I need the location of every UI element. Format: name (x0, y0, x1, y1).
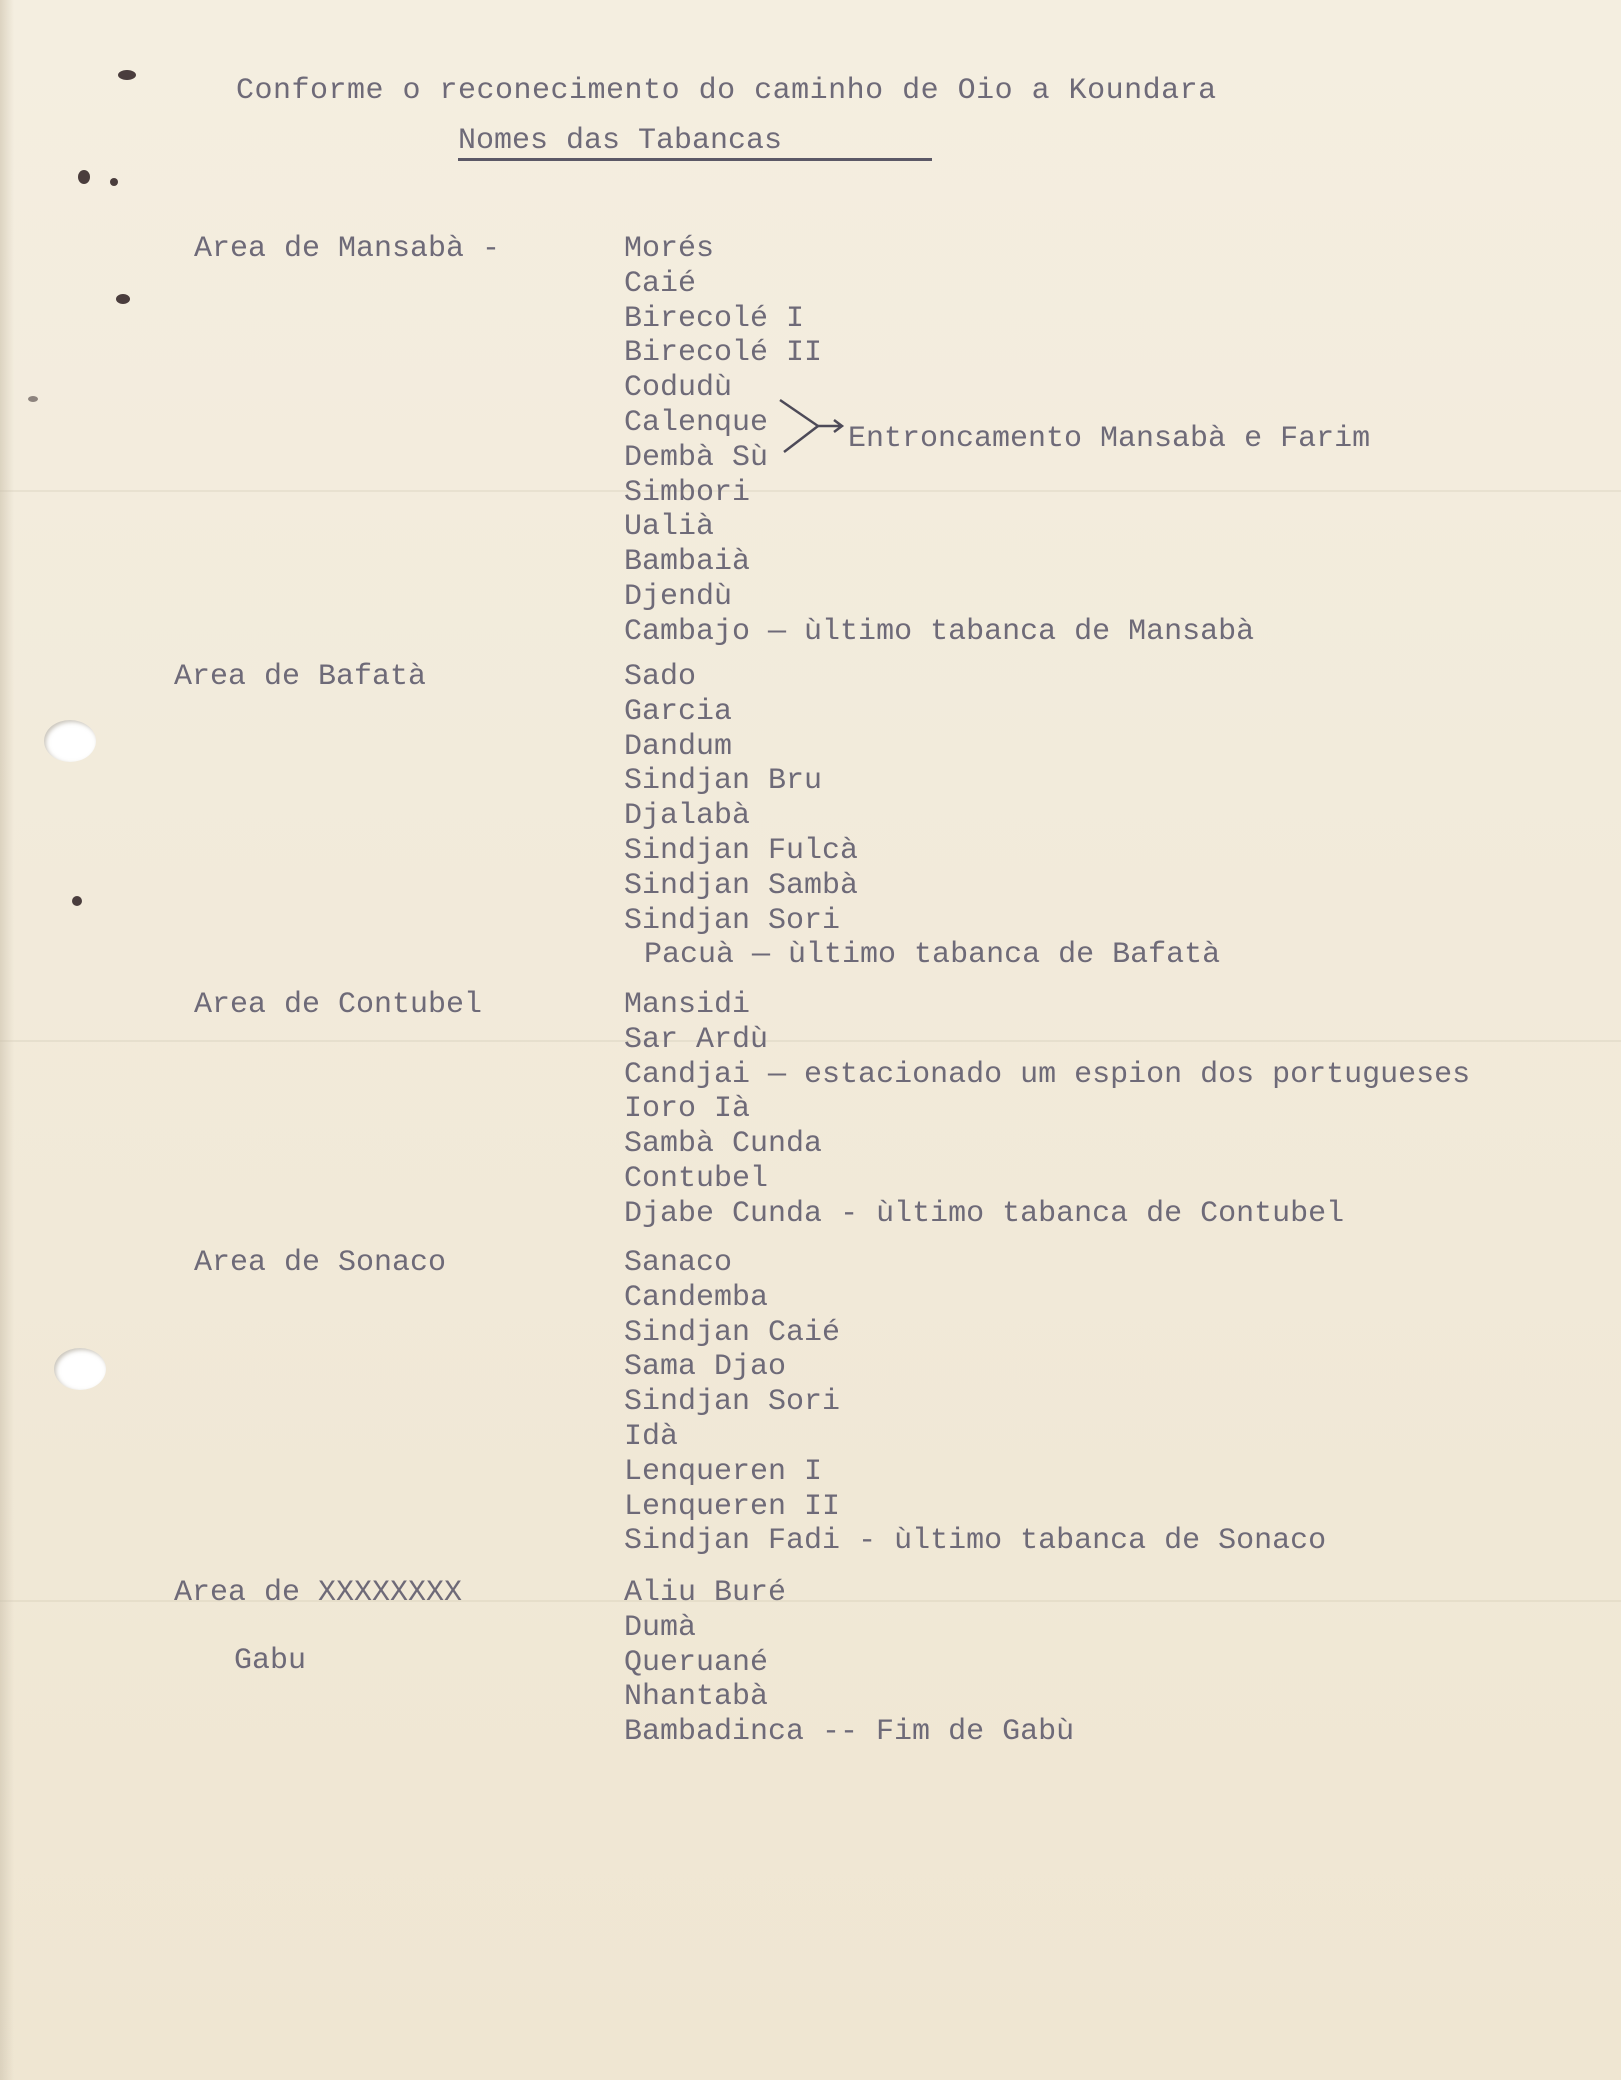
tabanca-entry: Ioro Ià (624, 1092, 751, 1127)
tabanca-entry: Simbori (624, 475, 751, 510)
punch-hole (54, 1348, 106, 1390)
ink-stain (78, 170, 90, 184)
tabanca-entry: Dumà (624, 1610, 697, 1645)
area-list-gabu (624, 1576, 1074, 1750)
area-label-contubel: Area de Contubel (194, 988, 483, 1022)
area-list-bafata (624, 660, 1220, 973)
tabanca-entry: Sindjan Fadi - ùltimo tabanca de Sonaco (624, 1524, 1327, 1559)
tabanca-entry: Candemba (624, 1280, 769, 1315)
tabanca-entry: Birecolé I (624, 301, 805, 336)
area-label-gabu-struck: Area de XXXXXXXX (174, 1576, 463, 1610)
area-label-gabu: Gabu (234, 1644, 307, 1678)
tabanca-note: -- Fim de Gabù (822, 1715, 1075, 1750)
tabanca-entry: Sama Djao (624, 1350, 787, 1385)
tabanca-entry: Caié (624, 266, 697, 301)
tabanca-entry: Aliu Buré (624, 1576, 787, 1610)
tabanca-entry: Sar Ardù (624, 1022, 769, 1057)
tabanca-entry: Dembà Sù (624, 440, 769, 475)
document-title: Conforme o reconecimento do caminho de Oio a Koundara (236, 74, 1217, 108)
tabanca-note: - ùltimo tabanca de Sonaco (858, 1524, 1327, 1559)
ink-stain (110, 178, 118, 186)
tabanca-entry: Djabe Cunda - ùltimo tabanca de Contubel (624, 1196, 1345, 1231)
document-subtitle: Nomes das Tabancas (458, 124, 783, 158)
tabanca-entry: Ualià (624, 510, 715, 545)
tabanca-entry: Garcia (624, 694, 733, 729)
tabanca-entry: Djendù (624, 579, 733, 614)
area-label-sonaco: Area de Sonaco (194, 1246, 447, 1280)
ink-stain (116, 294, 130, 304)
tabanca-note: - ùltimo tabanca de Contubel (840, 1196, 1345, 1231)
tabanca-entry: Birecolé II (624, 336, 823, 371)
tabanca-entry: Lenqueren I (624, 1454, 823, 1489)
ink-stain (28, 396, 38, 402)
ink-stain (72, 896, 82, 906)
junction-note: Entroncamento Mansabà e Farim (848, 422, 1371, 456)
tabanca-entry: Sindjan Caié (624, 1315, 841, 1350)
tabanca-entry: Queruané (624, 1645, 769, 1680)
tabanca-entry: Sindjan Sambà (624, 868, 859, 903)
tabanca-entry: Sindjan Sori (624, 903, 841, 938)
punch-hole (44, 720, 96, 762)
area-label-bafata: Area de Bafatà (174, 660, 427, 694)
tabanca-entry: Sindjan Sori (624, 1385, 841, 1420)
tabanca-entry: Lenqueren II (624, 1489, 841, 1524)
tabanca-note: — ùltimo tabanca de Mansabà (768, 614, 1255, 649)
tabanca-entry: Sado (624, 660, 697, 694)
tabanca-entry: Codudù (624, 371, 733, 406)
tabanca-entry: Cambajo — ùltimo tabanca de Mansabà (624, 614, 1255, 649)
junction-arrow-icon (778, 396, 848, 456)
tabanca-entry: Contubel (624, 1161, 769, 1196)
tabanca-entry: Djalabà (624, 799, 751, 834)
area-list-contubel (624, 988, 1470, 1232)
tabanca-entry: Bambadinca -- Fim de Gabù (624, 1715, 1075, 1750)
area-label-mansaba: Area de Mansabà - (194, 232, 501, 266)
tabanca-entry: Bambaià (624, 545, 751, 580)
tabanca-entry: Mansidi (624, 988, 751, 1022)
area-list-sonaco (624, 1246, 1326, 1559)
ink-stain (118, 70, 136, 80)
subtitle-underline (458, 158, 932, 161)
tabanca-entry: Pacuà — ùltimo tabanca de Bafatà (644, 938, 1221, 973)
tabanca-entry: Idà (624, 1419, 679, 1454)
tabanca-note: — ùltimo tabanca de Bafatà (752, 938, 1221, 973)
tabanca-entry: Dandum (624, 729, 733, 764)
tabanca-entry: Calenque (624, 405, 769, 440)
tabanca-entry: Candjai — estacionado um espion dos portugueses (624, 1057, 1471, 1092)
tabanca-entry: Sindjan Bru (624, 764, 823, 799)
tabanca-entry: Sindjan Fulcà (624, 833, 859, 868)
tabanca-entry: Sanaco (624, 1246, 733, 1280)
tabanca-entry: Nhantabà (624, 1680, 769, 1715)
tabanca-note: — estacionado um espion dos portugueses (768, 1057, 1471, 1092)
tabanca-entry: Sambà Cunda (624, 1127, 823, 1162)
tabanca-entry: Morés (624, 232, 715, 266)
